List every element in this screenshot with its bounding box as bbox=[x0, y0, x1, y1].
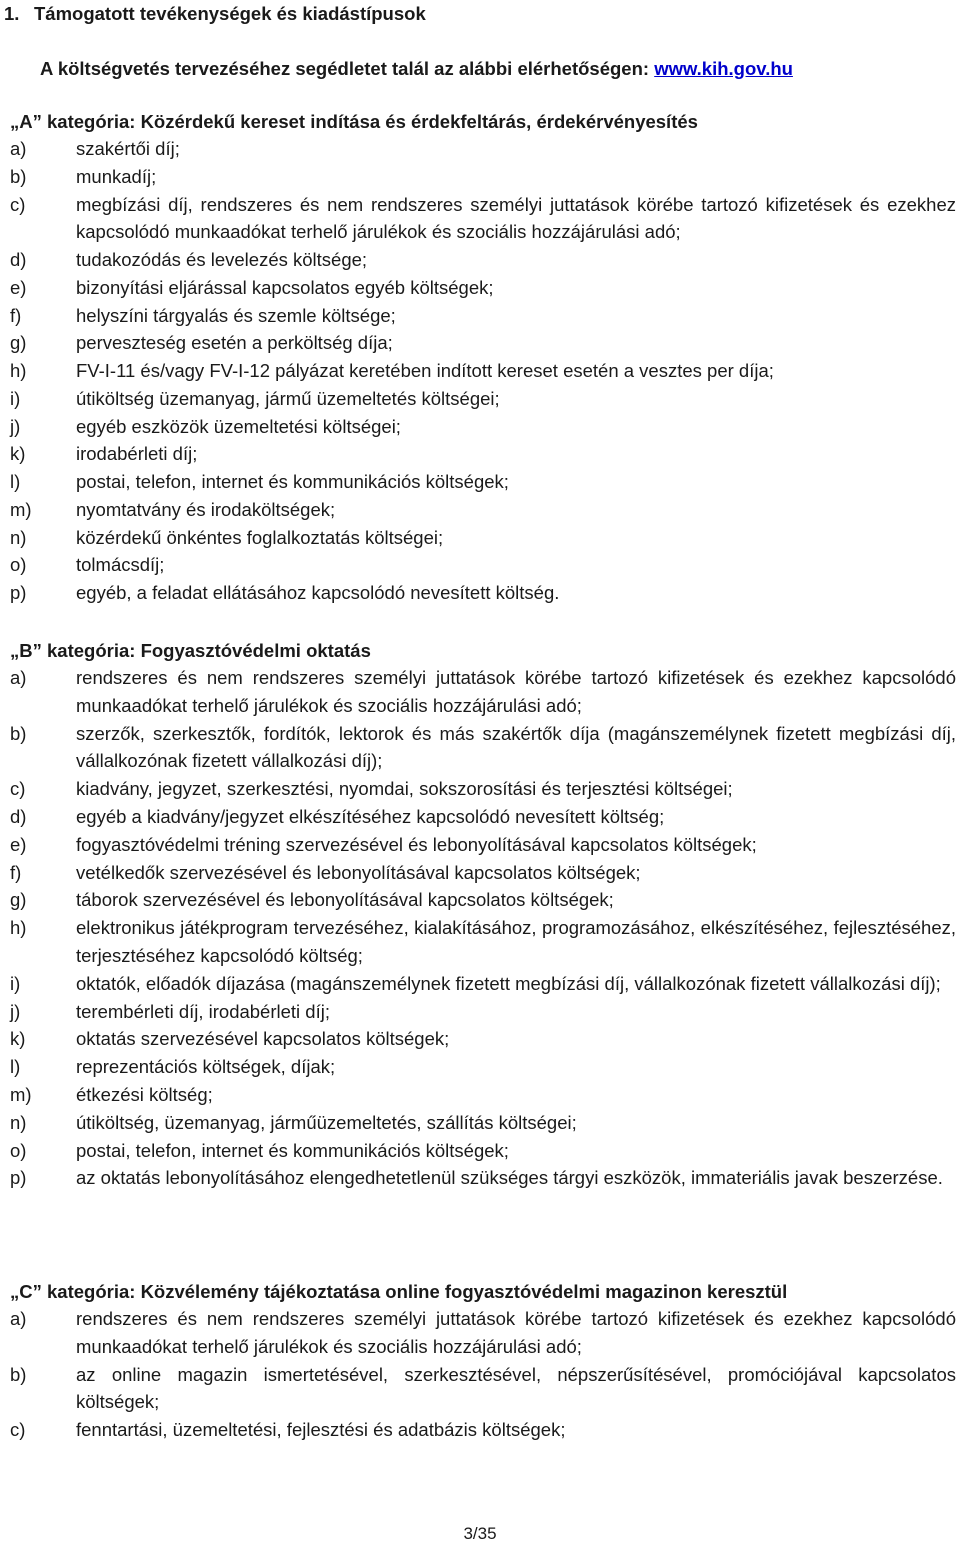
list-item-label: d) bbox=[10, 805, 27, 827]
list-item-text: közérdekű önkéntes foglalkoztatás költségei; bbox=[76, 526, 444, 548]
list-item-text: irodabérleti díj; bbox=[76, 443, 198, 465]
closing-quote: ” bbox=[32, 111, 48, 132]
list-item-text: étkezési költség; bbox=[76, 1083, 213, 1105]
category-title-text: kategória: Közvélemény tájékoztatása online fogyasztóvédelmi magazinon keresztül bbox=[47, 1281, 788, 1302]
list-item bbox=[10, 720, 956, 776]
list-item bbox=[10, 579, 956, 607]
list-item bbox=[10, 859, 956, 887]
list-item bbox=[10, 914, 956, 970]
category-letter: C bbox=[19, 1281, 33, 1302]
list-item bbox=[10, 1109, 956, 1137]
list-item-text: oktatás szervezésével kapcsolatos költségek; bbox=[76, 1028, 450, 1050]
list-item-label: n) bbox=[10, 1111, 27, 1133]
list-item-label: d) bbox=[10, 249, 27, 270]
list-item-text: postai, telefon, internet és kommunikációs költségek; bbox=[76, 1139, 509, 1161]
list-item-label: j) bbox=[10, 415, 21, 437]
list-item-text: reprezentációs költségek, díjak; bbox=[76, 1056, 336, 1078]
closing-quote: ” bbox=[32, 1281, 48, 1302]
list-item bbox=[10, 803, 956, 831]
section-heading bbox=[4, 0, 426, 27]
opening-quote: „ bbox=[10, 111, 20, 132]
list-item bbox=[10, 886, 956, 914]
list-item-label: e) bbox=[10, 833, 27, 855]
list-item-label: f) bbox=[10, 861, 22, 883]
category-b bbox=[10, 637, 956, 1192]
category-letter: A bbox=[19, 111, 33, 132]
list-item-label: l) bbox=[10, 1056, 21, 1078]
list-item-text: vetélkedők szervezésével és lebonyolításával kapcsolatos költségek; bbox=[76, 861, 641, 883]
list-item bbox=[10, 831, 956, 859]
list-item-label: i) bbox=[10, 387, 21, 409]
category-title bbox=[10, 1278, 956, 1305]
list-item bbox=[10, 664, 956, 720]
category-title-text: kategória: Közérdekű kereset indítása és érdekfeltárás, érdekérvényesítés bbox=[47, 111, 698, 132]
list-item bbox=[10, 496, 956, 524]
list-item-label: c) bbox=[10, 1419, 26, 1441]
list-item-label: k) bbox=[10, 1028, 26, 1050]
list-item bbox=[10, 1137, 956, 1165]
list-item-label: e) bbox=[10, 276, 27, 298]
list-item-text: szerzők, szerkesztők, fordítók, lektorok és más szakértők díja (magánszemélynek fizetett megbízási díj, vállalkozónak fizetett vállalkozási díj); bbox=[76, 722, 956, 772]
list-item-text: nyomtatvány és irodaköltségek; bbox=[76, 498, 336, 520]
list-item-text: rendszeres és nem rendszeres személyi juttatások körébe tartozó kifizetések és ezekhez kapcsolódó munkaadókat terhelő járulékok és szociális hozzájárulási adó; bbox=[76, 667, 956, 716]
list-item-text: egyéb a kiadvány/jegyzet elkészítéséhez kapcsolódó nevesített költség; bbox=[76, 805, 665, 827]
list-item bbox=[10, 413, 956, 441]
list-item-text: rendszeres és nem rendszeres személyi juttatások körébe tartozó kifizetések és ezekhez kapcsolódó munkaadókat terhelő járulékok és szociális hozzájárulási adó; bbox=[76, 1308, 956, 1357]
list-item bbox=[10, 551, 956, 579]
list-item-text: tudakozódás és levelezés költsége; bbox=[76, 249, 368, 270]
list-item-text: helyszíni tárgyalás és szemle költsége; bbox=[76, 304, 396, 326]
list-item-label: g) bbox=[10, 889, 27, 911]
list-item-label: m) bbox=[10, 1083, 32, 1105]
list-item bbox=[10, 998, 956, 1026]
list-item-text: FV-I-11 és/vagy FV-I-12 pályázat keretében indított kereset esetén a vesztes per díja; bbox=[76, 360, 774, 381]
list-item bbox=[10, 1053, 956, 1081]
list-item-text: táborok szervezésével és lebonyolításával kapcsolatos költségek; bbox=[76, 889, 614, 911]
category-letter: B bbox=[19, 640, 33, 661]
list-item-text: egyéb, a feladat ellátásához kapcsolódó nevesített költség. bbox=[76, 582, 560, 603]
list-item bbox=[10, 1305, 956, 1361]
category-title bbox=[10, 637, 956, 664]
list-item-label: c) bbox=[10, 778, 26, 800]
list-item-label: n) bbox=[10, 526, 27, 548]
list-item-text: az online magazin ismertetésével, szerkesztésével, népszerűsítésével, promóciójával kapcsolatos költségek; bbox=[76, 1363, 956, 1413]
list-item bbox=[10, 385, 956, 413]
list-item bbox=[10, 524, 956, 552]
list-item-text: munkadíj; bbox=[76, 165, 157, 187]
list-item-label: c) bbox=[10, 193, 26, 215]
opening-quote: „ bbox=[10, 1281, 20, 1302]
list-item-label: o) bbox=[10, 554, 27, 576]
list-item-text: elektronikus játékprogram tervezéséhez, kialakításához, programozásához, elkészítéséhez, fejlesztéséhez, terjesztéséhez kapcsolódó költség; bbox=[76, 917, 956, 966]
list-item bbox=[10, 191, 956, 247]
list-item bbox=[10, 357, 956, 385]
list-item bbox=[10, 246, 956, 274]
list-item-label: h) bbox=[10, 360, 27, 381]
list-item-text: oktatók, előadók díjazása (magánszemélynek fizetett megbízási díj, vállalkozónak fizetett vállalkozási díj); bbox=[76, 972, 941, 994]
list-item bbox=[10, 163, 956, 191]
list-item-label: k) bbox=[10, 443, 26, 465]
list-item bbox=[10, 1081, 956, 1109]
category-c bbox=[10, 1278, 956, 1444]
section-title: Támogatott tevékenységek és kiadástípusok bbox=[34, 3, 426, 24]
list-item-label: i) bbox=[10, 972, 21, 994]
list-item-text: az oktatás lebonyolításához elengedhetetlenül szükséges tárgyi eszközök, immateriális javak beszerzése. bbox=[76, 1167, 943, 1189]
list-item bbox=[10, 468, 956, 496]
opening-quote: „ bbox=[10, 640, 20, 661]
list-item-text: egyéb eszközök üzemeltetési költségei; bbox=[76, 415, 401, 437]
list-item-label: f) bbox=[10, 304, 22, 326]
list-item-text: tolmácsdíj; bbox=[76, 554, 165, 576]
list-item bbox=[10, 440, 956, 468]
list-item-text: postai, telefon, internet és kommunikációs költségek; bbox=[76, 471, 509, 492]
list-item-label: p) bbox=[10, 1167, 27, 1189]
list-item bbox=[10, 970, 956, 998]
list-item-text: bizonyítási eljárással kapcsolatos egyéb költségek; bbox=[76, 276, 494, 298]
list-item-label: a) bbox=[10, 667, 27, 688]
list-item-text: fogyasztóvédelmi tréning szervezésével és lebonyolításával kapcsolatos költségek; bbox=[76, 833, 757, 855]
list-item-label: b) bbox=[10, 165, 27, 187]
intro-paragraph bbox=[40, 55, 793, 82]
list-item-label: p) bbox=[10, 582, 27, 603]
list-item-label: l) bbox=[10, 471, 21, 492]
list-item-label: a) bbox=[10, 138, 27, 159]
list-item bbox=[10, 1025, 956, 1053]
list-item bbox=[10, 1164, 956, 1192]
list-item-label: m) bbox=[10, 498, 32, 520]
list-item bbox=[10, 302, 956, 330]
list-item-label: o) bbox=[10, 1139, 27, 1161]
kih-link[interactable]: www.kih.gov.hu bbox=[654, 58, 793, 79]
list-item-text: útiköltség üzemanyag, jármű üzemeltetés költségei; bbox=[76, 387, 500, 409]
category-title bbox=[10, 108, 956, 135]
list-item-label: g) bbox=[10, 332, 27, 354]
list-item-text: terembérleti díj, irodabérleti díj; bbox=[76, 1000, 330, 1022]
list-item-label: b) bbox=[10, 1363, 27, 1385]
list-item bbox=[10, 274, 956, 302]
list-item-label: j) bbox=[10, 1000, 21, 1022]
list-item-label: a) bbox=[10, 1308, 27, 1329]
list-item-text: fenntartási, üzemeltetési, fejlesztési és adatbázis költségek; bbox=[76, 1419, 566, 1441]
category-a bbox=[10, 108, 956, 607]
list-item bbox=[10, 329, 956, 357]
list-item bbox=[10, 775, 956, 803]
intro-text: A költségvetés tervezéséhez segédletet talál az alábbi elérhetőségen: bbox=[40, 58, 650, 79]
page-number: 3/35 bbox=[463, 1524, 497, 1543]
category-title-text: kategória: Fogyasztóvédelmi oktatás bbox=[47, 640, 371, 661]
list-item-text: perveszteség esetén a perköltség díja; bbox=[76, 332, 393, 354]
list-item-text: megbízási díj, rendszeres és nem rendszeres személyi juttatások körébe tartozó kifizetések és ezekhez kapcsolódó munkaadókat terhelő járulékok és szociális hozzájárulási adó; bbox=[76, 193, 956, 243]
list-item-text: kiadvány, jegyzet, szerkesztési, nyomdai, sokszorosítási és terjesztési költségei; bbox=[76, 778, 733, 800]
list-item-text: szakértői díj; bbox=[76, 138, 180, 159]
section-number: 1. bbox=[4, 3, 20, 24]
list-item-text: útiköltség, üzemanyag, járműüzemeltetés, szállítás költségei; bbox=[76, 1111, 577, 1133]
list-item bbox=[10, 1416, 956, 1444]
list-item-label: b) bbox=[10, 722, 27, 744]
closing-quote: ” bbox=[32, 640, 48, 661]
list-item bbox=[10, 1361, 956, 1417]
list-item-label: h) bbox=[10, 917, 27, 939]
list-item bbox=[10, 135, 956, 163]
